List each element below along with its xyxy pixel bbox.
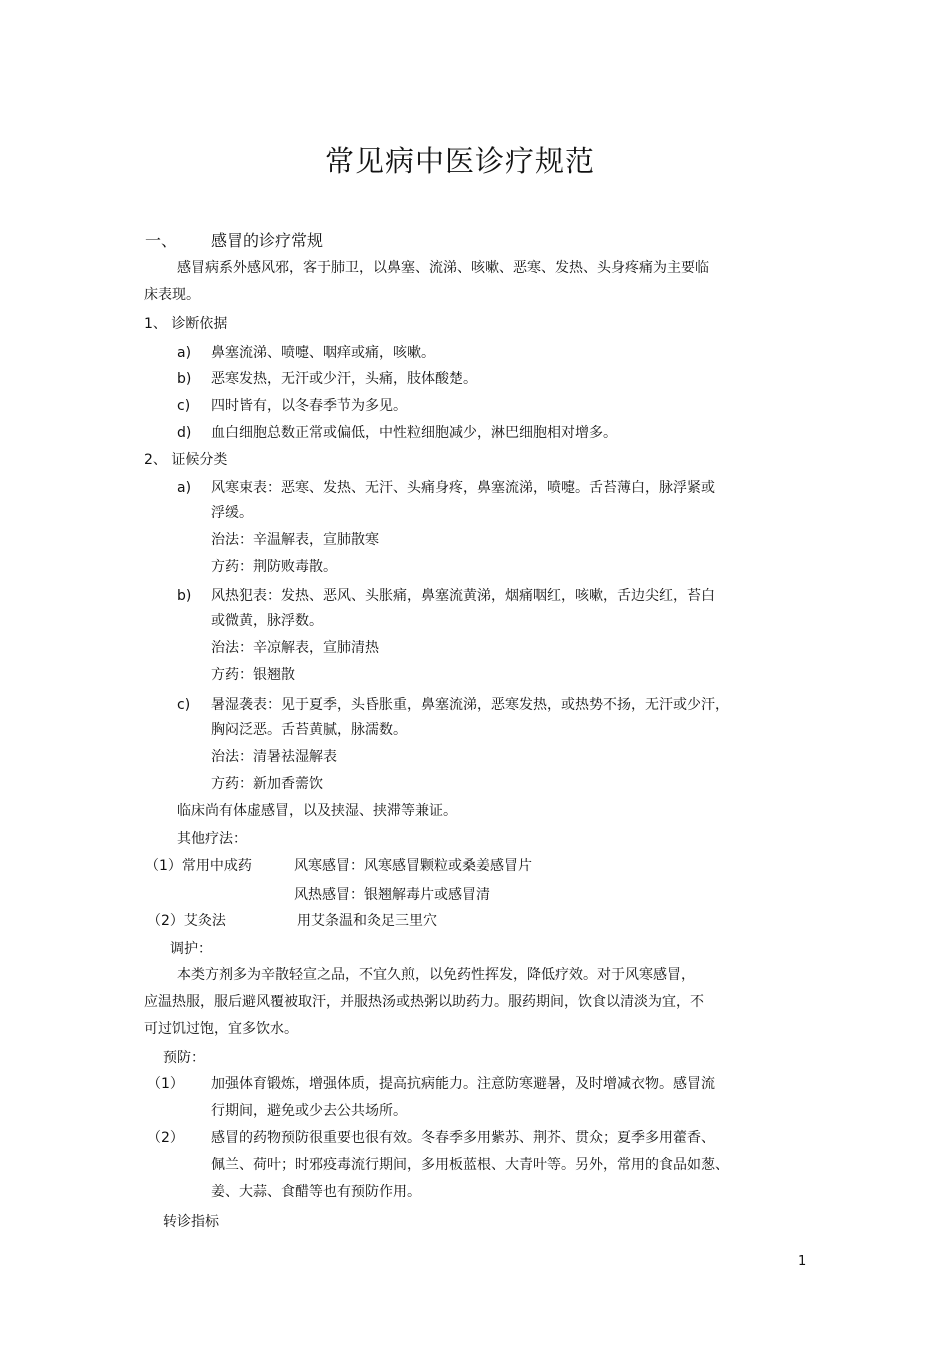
document-title: 常见病中医诊疗规范 — [324, 144, 595, 178]
diag-item-d: 血白细胞总数正常或偏低，中性粒细胞减少，淋巴细胞相对增多。 — [211, 425, 617, 441]
type-c-line-2: 胸闷泛恶。舌苔黄腻，脉濡数。 — [211, 722, 407, 738]
prevention-2-line-2: 佩兰、荷叶；时邪疫毒流行期间，多用板蓝根、大青叶等。另外，常用的食品如葱、 — [211, 1157, 729, 1173]
type-marker-b: b) — [177, 588, 192, 604]
type-a-line-1: 风寒束表：恶寒、发热、无汗、头痛身疼，鼻塞流涕，喷嚏。舌苔薄白，脉浮紧或 — [211, 480, 715, 496]
other-therapies-heading: 其他疗法： — [177, 831, 247, 847]
type-c-prescription: 方药：新加香薷饮 — [211, 776, 323, 792]
type-b-line-1: 风热犯表：发热、恶风、头胀痛，鼻塞流黄涕，烟痛咽红，咳嗽，舌边尖红，苔白 — [211, 588, 715, 604]
diag-marker-b: b) — [177, 371, 192, 387]
type-c-treatment: 治法：清暑祛湿解表 — [211, 749, 337, 765]
intro-line-1: 感冒病系外感风邪，客于肺卫，以鼻塞、流涕、咳嗽、恶寒、发热、头身疼痛为主要临 — [177, 260, 709, 276]
prevention-2-line-1: 感冒的药物预防很重要也很有效。冬春季多用紫苏、荆芥、贯众；夏季多用藿香、 — [211, 1130, 715, 1146]
type-marker-a: a) — [177, 480, 192, 496]
type-marker-c: c) — [177, 697, 191, 713]
care-line-3: 可过饥过饱，宜多饮水。 — [144, 1021, 298, 1037]
other-1-wind-cold: 风寒感冒：风寒感冒颗粒或桑姜感冒片 — [294, 858, 532, 874]
type-b-treatment: 治法：辛凉解表，宣肺清热 — [211, 640, 379, 656]
diagnosis-heading: 1、 诊断依据 — [144, 316, 228, 332]
prevention-1-line-2: 行期间，避免或少去公共场所。 — [211, 1103, 407, 1119]
care-line-2: 应温热服，服后避风覆被取汗，并服热汤或热粥以助药力。服药期间，饮食以清淡为宜，不 — [144, 994, 704, 1010]
prevention-heading: 预防： — [163, 1050, 205, 1066]
diag-marker-a: a) — [177, 345, 192, 361]
care-heading: 调护： — [170, 941, 212, 957]
types-heading: 2、 证候分类 — [144, 452, 228, 468]
types-note: 临床尚有体虚感冒，以及挟湿、挟滞等兼证。 — [177, 803, 457, 819]
section-number: 一、 — [145, 231, 178, 250]
type-a-line-2: 浮缓。 — [211, 505, 253, 521]
diag-item-b: 恶寒发热，无汗或少汗，头痛，肢体酸楚。 — [211, 371, 477, 387]
referral-heading: 转诊指标 — [163, 1214, 219, 1230]
type-a-treatment: 治法：辛温解表，宣肺散寒 — [211, 532, 379, 548]
prevention-marker-2: （2） — [147, 1130, 184, 1146]
prevention-1-line-1: 加强体育锻炼，增强体质，提高抗病能力。注意防寒避暑，及时增减衣物。感冒流 — [211, 1076, 715, 1092]
type-a-prescription: 方药：荆防败毒散。 — [211, 559, 337, 575]
type-b-line-2: 或微黄，脉浮数。 — [211, 613, 323, 629]
section-heading: 感冒的诊疗常规 — [211, 231, 324, 250]
diag-item-a: 鼻塞流涕、喷嚏、咽痒或痛，咳嗽。 — [211, 345, 435, 361]
prevention-2-line-3: 姜、大蒜、食醋等也有预防作用。 — [211, 1184, 421, 1200]
diag-marker-c: c) — [177, 398, 191, 414]
other-2-label: （2）艾灸法 — [147, 913, 226, 929]
type-c-line-1: 暑湿袭表：见于夏季，头昏胀重，鼻塞流涕，恶寒发热，或热势不扬，无汗或少汗， — [211, 697, 729, 713]
page-number: 1 — [798, 1254, 807, 1269]
other-1-label: （1）常用中成药 — [145, 858, 252, 874]
diag-item-c: 四时皆有，以冬春季节为多见。 — [211, 398, 407, 414]
type-b-prescription: 方药：银翘散 — [211, 667, 295, 683]
prevention-marker-1: （1） — [147, 1076, 184, 1092]
other-1-wind-heat: 风热感冒：银翘解毒片或感冒清 — [294, 887, 490, 903]
care-line-1: 本类方剂多为辛散轻宣之品，不宜久煎，以免药性挥发，降低疗效。对于风寒感冒， — [177, 967, 695, 983]
diag-marker-d: d) — [177, 425, 192, 441]
other-2-text: 用艾条温和灸足三里穴 — [297, 913, 437, 929]
intro-line-2: 床表现。 — [144, 287, 200, 303]
